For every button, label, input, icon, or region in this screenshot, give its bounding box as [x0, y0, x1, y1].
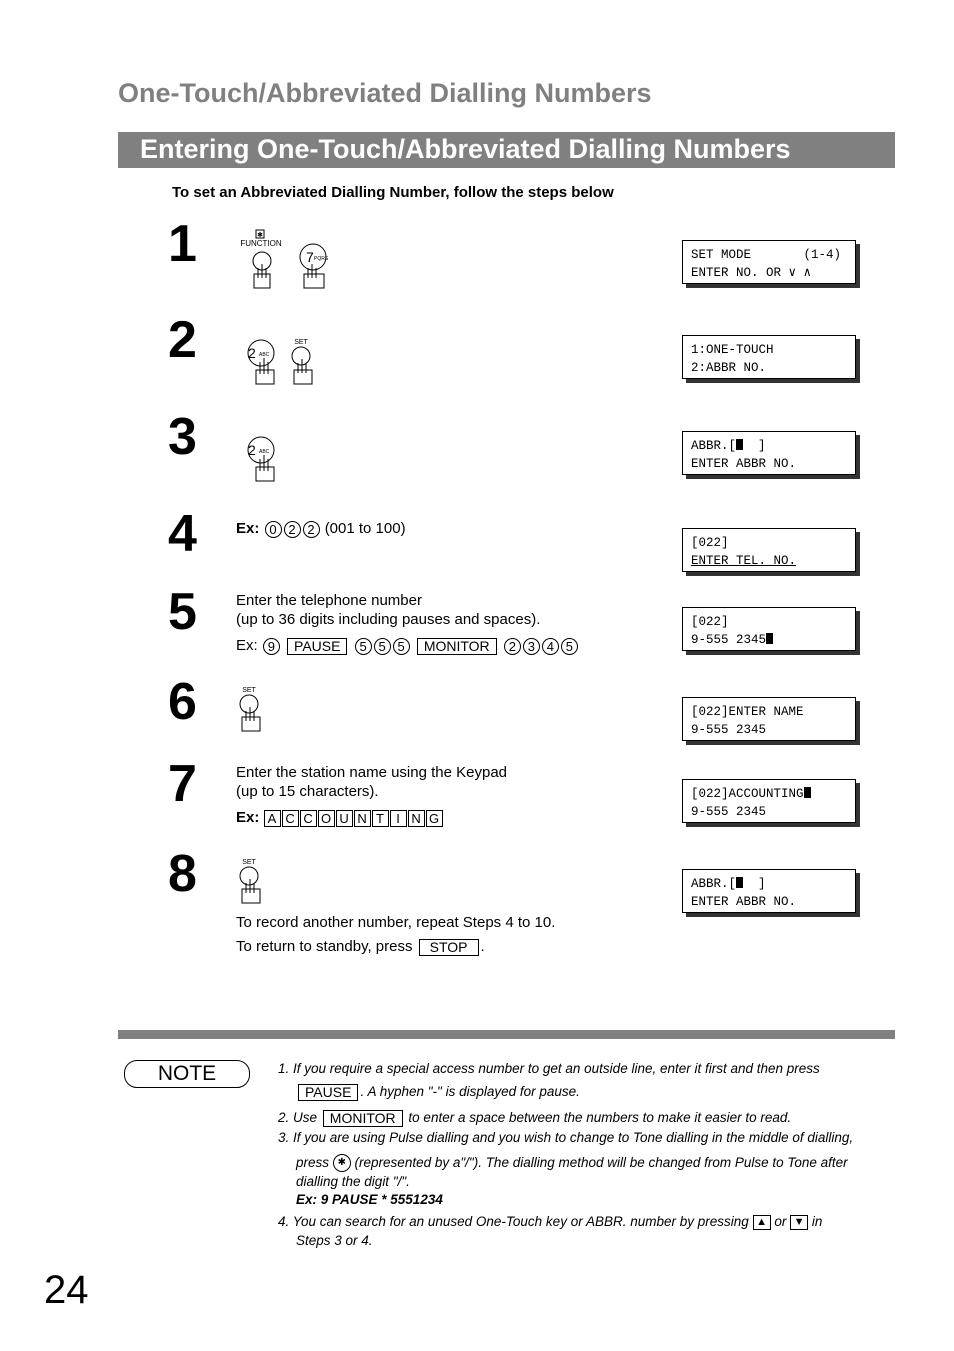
- set-press-icon: [236, 856, 276, 906]
- abc2-press-icon: [236, 434, 296, 490]
- note-item-1-cont: PAUSE . A hyphen "-" is displayed for pause.: [296, 1083, 580, 1101]
- step-number: 7: [168, 755, 197, 813]
- svg-text:SET: SET: [242, 859, 256, 866]
- lcd-display-step2: 1:ONE-TOUCH 2:ABBR NO.: [682, 335, 856, 379]
- step7-instructions: Enter the station name using the Keypad (up to 15 characters). Ex: A C C O U N T I N G: [236, 764, 508, 826]
- set-press-icon: [236, 684, 276, 734]
- step-number: 6: [168, 673, 197, 731]
- step5-instructions: Enter the telephone number (up to 36 digits including pauses and spaces). Ex: 9 PAUSE 5 5 5 MONITOR 2 3 4 5: [236, 591, 579, 655]
- step-number: 5: [168, 583, 197, 641]
- note-item-2: 2. Use MONITOR to enter a space between the numbers to make it easier to read.: [278, 1109, 792, 1126]
- section-title: One-Touch/Abbreviated Dialling Numbers: [118, 78, 652, 108]
- step-number: 3: [168, 408, 197, 466]
- abc2-set-press-icon: [236, 336, 336, 392]
- up-arrow-key-icon: ▲: [753, 1215, 771, 1230]
- page-title: Entering One-Touch/Abbreviated Dialling Numbers: [140, 134, 791, 164]
- svg-text:ABC: ABC: [259, 352, 270, 358]
- intro-text: To set an Abbreviated Dialling Number, follow the steps below: [172, 184, 614, 201]
- lcd-display-step7: [022]ACCOUNTING 9-555 2345: [682, 779, 856, 823]
- lcd-display-step1: SET MODE (1-4) ENTER NO. OR ∨ ∧: [682, 240, 856, 284]
- note-item-3: 3. If you are using Pulse dialling and you wish to change to Tone dialling in the middle of dialling,: [278, 1130, 854, 1145]
- step4-example: Ex: 0 2 2 (001 to 100): [236, 520, 406, 537]
- note-item-3-digit: dialling the digit "/".: [296, 1174, 410, 1189]
- function-7-press-icon: [236, 228, 336, 292]
- note-label: NOTE: [124, 1060, 250, 1088]
- note-item-3-example: Ex: 9 PAUSE * 5551234: [296, 1192, 443, 1207]
- divider: [118, 1030, 895, 1039]
- svg-text:2: 2: [248, 345, 256, 361]
- page-number: 24: [44, 1268, 89, 1312]
- svg-text:PQRS: PQRS: [314, 256, 329, 262]
- svg-text:7: 7: [306, 249, 314, 265]
- note-item-4-cont: Steps 3 or 4.: [296, 1233, 373, 1248]
- star-key-icon: ✱: [333, 1154, 351, 1172]
- note-item-1: 1. If you require a special access number to get an outside line, enter it first and then press: [278, 1061, 820, 1076]
- lcd-display-step5: [022] 9-555 2345: [682, 607, 856, 651]
- title-bar: [118, 132, 895, 168]
- lcd-display-step6: [022]ENTER NAME 9-555 2345: [682, 697, 856, 741]
- down-arrow-key-icon: ▼: [790, 1215, 808, 1230]
- step-number: 2: [168, 311, 197, 369]
- step-number: 8: [168, 845, 197, 903]
- note-item-3-cont: press ✱ (represented by a"/"). The dialling method will be changed from Pulse to Tone after: [296, 1154, 895, 1172]
- function-label: FUNCTION: [240, 239, 282, 248]
- lcd-display-step8: ABBR.[ ] ENTER ABBR NO.: [682, 869, 856, 913]
- step8-instructions: To record another number, repeat Steps 4 to 10. To return to standby, press STOP .: [236, 914, 556, 955]
- note-item-4: 4. You can search for an unused One-Touch key or ABBR. number by pressing ▲ or ▼ in: [278, 1214, 823, 1229]
- svg-text:ABC: ABC: [259, 449, 270, 455]
- svg-text:✱: ✱: [257, 231, 263, 239]
- svg-text:SET: SET: [294, 339, 308, 346]
- svg-text:2: 2: [248, 442, 256, 458]
- svg-text:SET: SET: [242, 687, 256, 694]
- step-number: 4: [168, 505, 197, 563]
- lcd-display-step4: [022] ENTER TEL. NO.: [682, 528, 856, 572]
- step-number: 1: [168, 215, 197, 273]
- lcd-display-step3: ABBR.[ ] ENTER ABBR NO.: [682, 431, 856, 475]
